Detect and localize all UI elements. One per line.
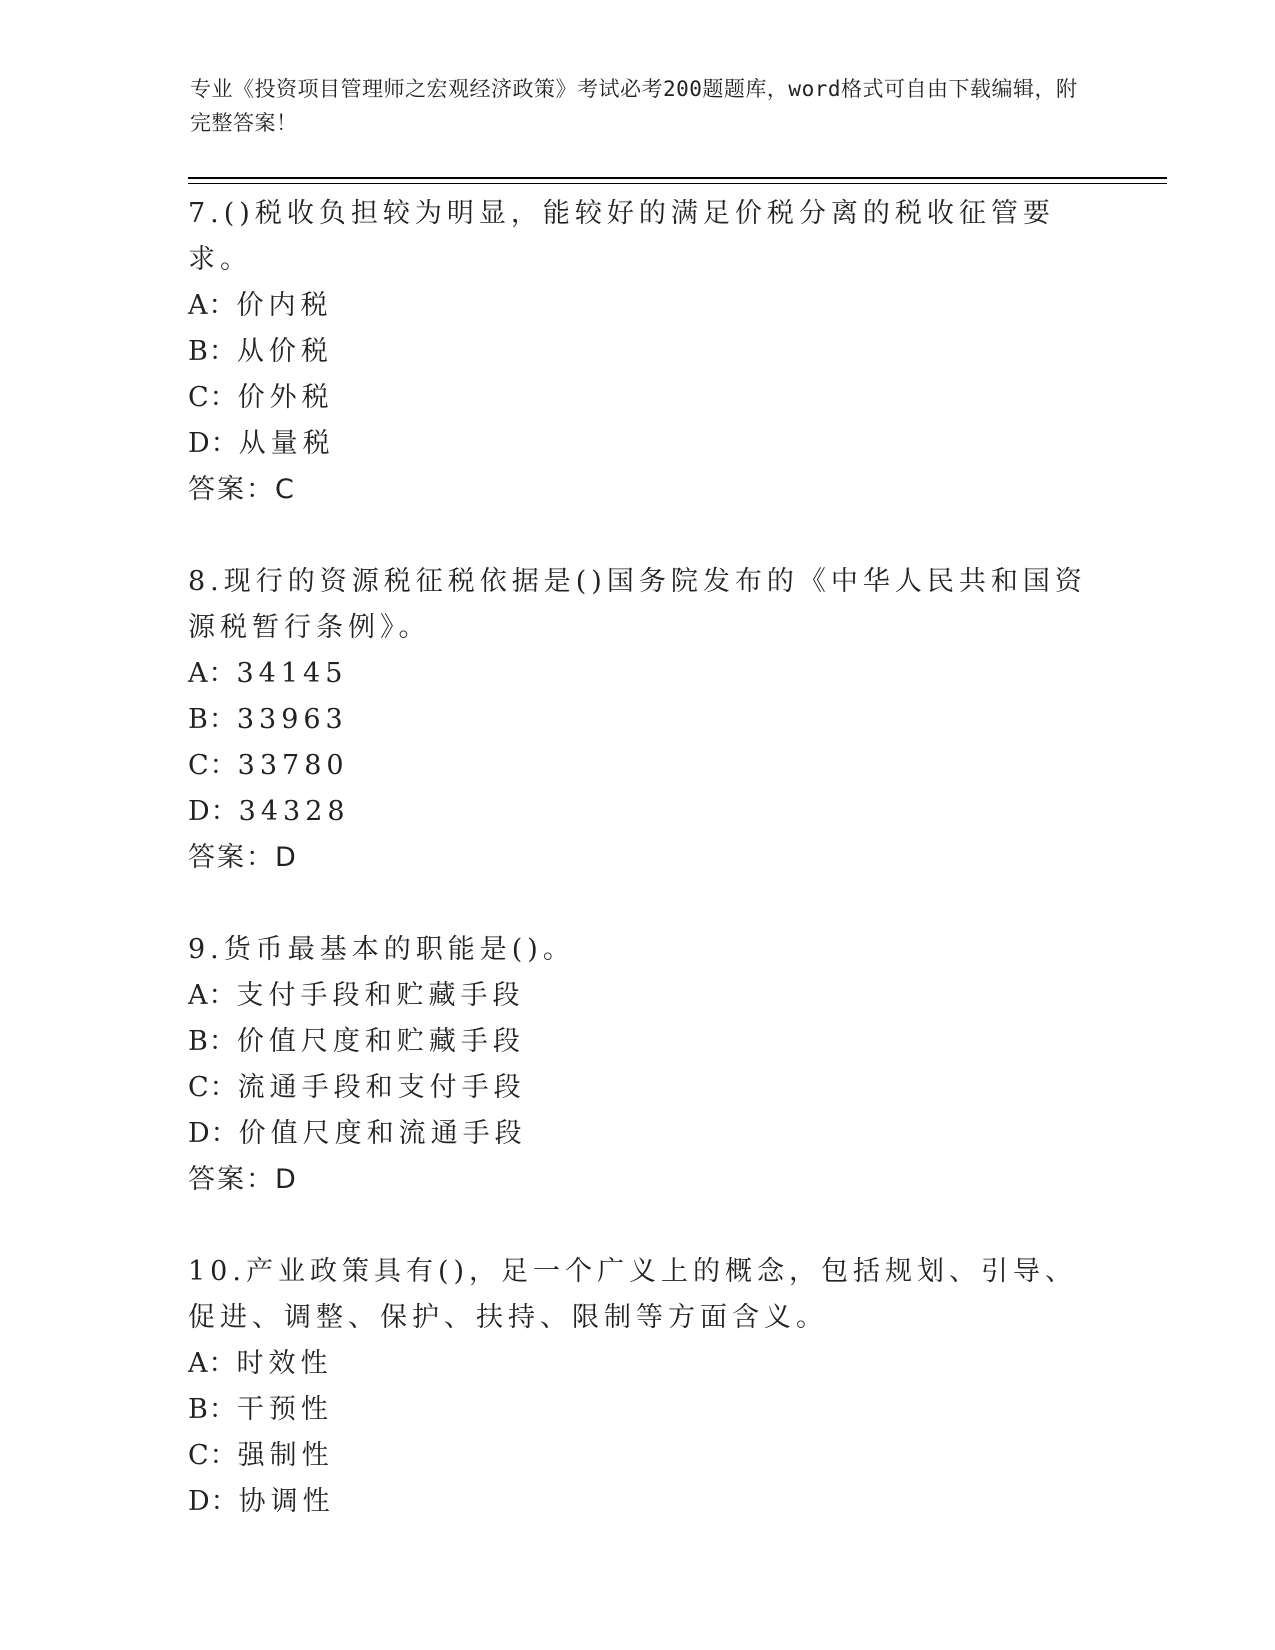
option-a bbox=[188, 1341, 1088, 1387]
option-key: A： bbox=[188, 290, 237, 321]
option-text: 价值尺度和贮藏手段 bbox=[236, 1026, 525, 1057]
option-key: A： bbox=[188, 1348, 237, 1379]
option-d bbox=[188, 1479, 1088, 1525]
option-key: D： bbox=[188, 1118, 239, 1149]
option-a bbox=[188, 973, 1088, 1019]
option-text: 流通手段和支付手段 bbox=[237, 1072, 526, 1103]
option-key: B： bbox=[188, 1026, 237, 1057]
option-b bbox=[188, 329, 1088, 375]
option-d bbox=[188, 1111, 1088, 1157]
question-7 bbox=[188, 191, 1088, 513]
question-stem: 9.货币最基本的职能是()。 bbox=[188, 934, 575, 965]
option-key: B： bbox=[188, 336, 237, 367]
option-text: 干预性 bbox=[236, 1394, 333, 1425]
option-text: 从量税 bbox=[238, 428, 335, 459]
option-text: 价值尺度和流通手段 bbox=[238, 1118, 527, 1149]
question-9 bbox=[188, 927, 1088, 1203]
option-key: D： bbox=[188, 428, 239, 459]
option-a bbox=[188, 283, 1088, 329]
option-a bbox=[188, 651, 1088, 697]
option-key: C： bbox=[188, 382, 238, 413]
option-key: C： bbox=[188, 1440, 238, 1471]
question-spacer bbox=[188, 513, 1088, 559]
option-b bbox=[188, 1019, 1088, 1065]
question-10 bbox=[188, 1249, 1088, 1525]
answer-line: 答案：C bbox=[188, 474, 296, 505]
question-stem: 8.现行的资源税征税依据是()国务院发布的《中华人民共和国资源税暂行条例》。 bbox=[188, 566, 1087, 643]
document-header: 专业《投资项目管理师之宏观经济政策》考试必考200题题库，word格式可自由下载编辑，附完整答案！ bbox=[190, 77, 1078, 135]
option-key: B： bbox=[188, 1394, 237, 1425]
header-divider-thin bbox=[188, 183, 1167, 184]
option-text: 33780 bbox=[237, 750, 349, 781]
option-text: 价外税 bbox=[237, 382, 334, 413]
option-c bbox=[188, 743, 1088, 789]
option-text: 33963 bbox=[236, 704, 348, 735]
question-stem: 7.()税收负担较为明显，能较好的满足价税分离的税收征管要求。 bbox=[188, 198, 1055, 275]
option-text: 34145 bbox=[236, 658, 348, 689]
option-d bbox=[188, 789, 1088, 835]
header-divider-thick bbox=[188, 177, 1167, 179]
option-text: 时效性 bbox=[236, 1348, 333, 1379]
option-text: 34328 bbox=[238, 796, 350, 827]
option-text: 价内税 bbox=[236, 290, 333, 321]
question-stem: 10.产业政策具有()，足一个广义上的概念，包括规划、引导、促进、调整、保护、扶持、限制等方面含义。 bbox=[188, 1256, 1078, 1333]
option-key: A： bbox=[188, 980, 237, 1011]
option-key: B： bbox=[188, 704, 237, 735]
option-key: C： bbox=[188, 750, 238, 781]
question-spacer bbox=[188, 1203, 1088, 1249]
option-text: 协调性 bbox=[238, 1486, 335, 1517]
option-d bbox=[188, 421, 1088, 467]
option-c bbox=[188, 1065, 1088, 1111]
option-c bbox=[188, 375, 1088, 421]
option-text: 强制性 bbox=[237, 1440, 334, 1471]
option-text: 从价税 bbox=[236, 336, 333, 367]
option-key: D： bbox=[188, 796, 239, 827]
answer-line: 答案：D bbox=[188, 842, 298, 873]
option-b bbox=[188, 697, 1088, 743]
option-text: 支付手段和贮藏手段 bbox=[236, 980, 525, 1011]
option-key: C： bbox=[188, 1072, 238, 1103]
question-8 bbox=[188, 559, 1088, 881]
option-b bbox=[188, 1387, 1088, 1433]
answer-line: 答案：D bbox=[188, 1164, 298, 1195]
question-list bbox=[188, 191, 1088, 1525]
option-key: A： bbox=[188, 658, 237, 689]
question-spacer bbox=[188, 881, 1088, 927]
option-c bbox=[188, 1433, 1088, 1479]
option-key: D： bbox=[188, 1486, 239, 1517]
